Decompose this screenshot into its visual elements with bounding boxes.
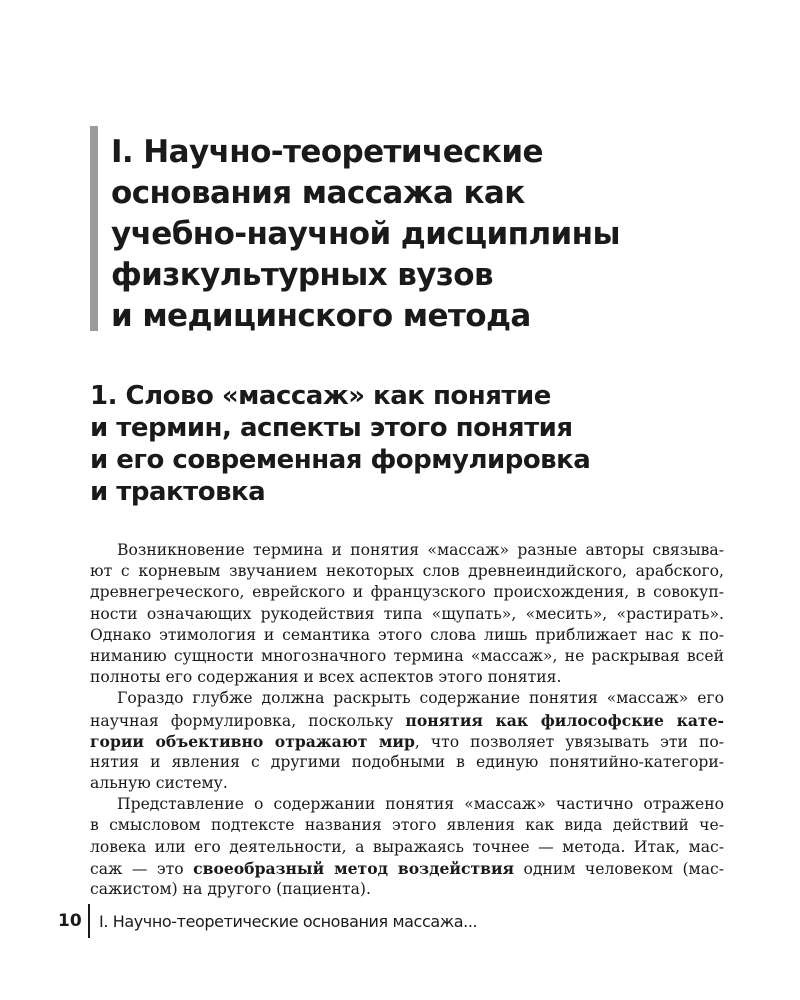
- running-head: I. Научно-теоретические основания массажа...: [99, 911, 478, 931]
- text-line: [90, 710, 724, 731]
- page-footer: [58, 904, 477, 938]
- chapter-title-line: физкультурных вузов: [111, 257, 494, 293]
- paragraph-3: [90, 794, 724, 900]
- text-run: научная формулировка, поскольку: [90, 711, 406, 730]
- text-line: Гораздо глубже должна раскрыть содержание понятия «массаж» его: [117, 689, 724, 708]
- body-text: [90, 540, 724, 900]
- text-line: Однако этимология и семантика этого слова лишь приближает нас к по-: [90, 625, 724, 644]
- section-heading-line: и трактовка: [90, 477, 266, 507]
- text-line: сажистом) на другого (пациента).: [90, 880, 371, 898]
- text-run: саж — это: [90, 859, 194, 878]
- emphasis-text: гории объективно отражают мир: [90, 731, 415, 751]
- emphasis-text: понятия как философские кате-: [405, 710, 724, 730]
- text-line: древнегреческого, еврейского и французского происхождения, в совокуп-: [90, 583, 724, 602]
- text-line: Представление о содержании понятия «массаж» частично отражено: [117, 795, 724, 814]
- footer-divider: [88, 904, 90, 938]
- text-line: Возникновение термина и понятия «массаж» разные авторы связыва-: [117, 541, 724, 559]
- text-run: одним человеком (мас-: [514, 859, 724, 878]
- chapter-title-line: учебно-научной дисциплины: [111, 216, 620, 252]
- text-line: полноты его содержания и всех аспектов этого понятия.: [90, 668, 562, 687]
- page-number: 10: [58, 911, 82, 931]
- chapter-title-line: и медицинского метода: [111, 298, 531, 334]
- text-line: [90, 858, 724, 879]
- text-line: альную систему.: [90, 774, 228, 793]
- text-line: нятия и явления с другими подобными в единую понятийно-категори-: [90, 752, 724, 771]
- chapter-title: [90, 126, 730, 334]
- section-heading-line: и его современная формулировка: [90, 445, 591, 475]
- chapter-title-line: основания массажа как: [111, 175, 525, 211]
- paragraph-1: [90, 540, 724, 688]
- emphasis-text: своеобразный метод воздействия: [193, 858, 515, 878]
- text-line: ловека или его деятельности, а выражаясь точнее — метода. Итак, мас-: [90, 837, 724, 856]
- text-line: ности означающих рукодействия типа «щупать», «месить», «растирать».: [90, 604, 724, 623]
- section-heading-line: и термин, аспекты этого понятия: [90, 413, 573, 443]
- section-heading-line: 1. Слово «массаж» как понятие: [90, 381, 551, 411]
- text-line: ют с корневым звучанием некоторых слов древнеиндийского, арабского,: [90, 562, 724, 581]
- text-line: в смысловом подтексте названия этого явления как вида действий че-: [90, 816, 724, 835]
- text-line: [90, 731, 724, 752]
- paragraph-2: [90, 688, 724, 794]
- chapter-title-line: I. Научно-теоретические: [111, 134, 543, 170]
- text-run: , что позволяет увязывать эти по-: [414, 732, 724, 751]
- section-heading: [90, 380, 750, 508]
- text-line: ниманию сущности многозначного термина «массаж», не раскрывая всей: [90, 646, 724, 665]
